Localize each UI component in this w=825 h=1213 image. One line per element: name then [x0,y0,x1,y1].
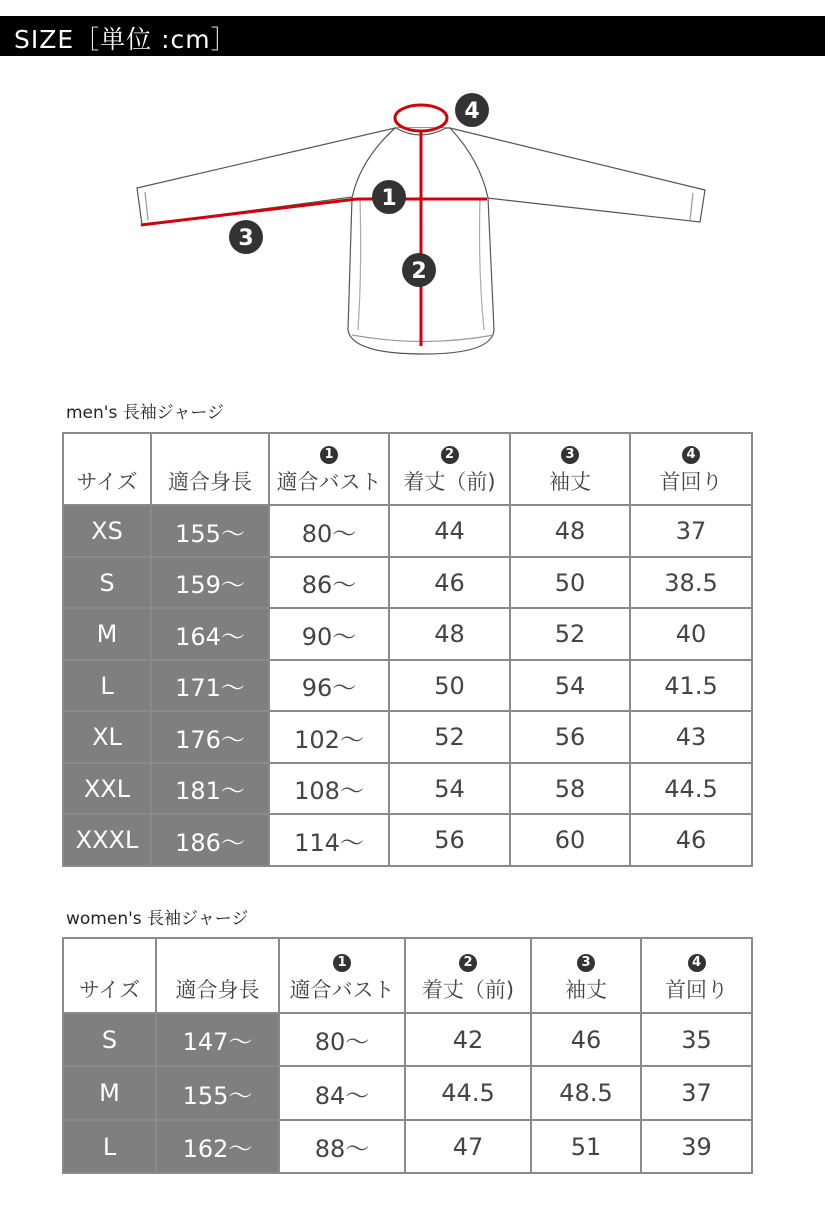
col-size: サイズ [63,938,156,1013]
page-title: SIZE［単位 :cm］ [14,25,237,54]
womens-size-table [62,937,753,1174]
mens-size-table [62,432,753,867]
col-neck: 4 首回り [641,938,752,1013]
badge-4: 4 [688,954,706,972]
col-size: サイズ [63,433,151,505]
svg-text:2: 2 [411,259,427,284]
col-height: 適合身長 [156,938,279,1013]
header-bar [0,16,825,56]
svg-text:1: 1 [381,186,397,211]
col-sleeve: 3 袖丈 [531,938,641,1013]
table-header-row [63,938,752,1013]
col-length: 2 着丈（前) [405,938,531,1013]
col-length: 2 着丈（前) [389,433,510,505]
mens-caption: men's 長袖ジャージ [66,403,225,423]
col-bust: 1 適合バスト [279,938,405,1013]
table-row: XL 176～ 102～ 52 56 43 [63,711,752,763]
badge-3: 3 [561,446,579,464]
marker-4 [455,93,489,127]
col-height: 適合身長 [151,433,269,505]
badge-4: 4 [682,446,700,464]
badge-3: 3 [577,954,595,972]
col-sleeve: 3 袖丈 [510,433,630,505]
badge-1: 1 [320,446,338,464]
marker-2 [402,253,436,287]
table-row: M 155～ 84～ 44.5 48.5 37 [63,1066,752,1120]
table-row: XXXL 186～ 114～ 56 60 46 [63,814,752,866]
table-row: L 162～ 88～ 47 51 39 [63,1120,752,1173]
table-row: S 159～ 86～ 46 50 38.5 [63,557,752,608]
table-row: S 147～ 80～ 42 46 35 [63,1013,752,1066]
col-bust: 1 適合バスト [269,433,389,505]
table-row: M 164～ 90～ 48 52 40 [63,608,752,660]
jersey-diagram [0,80,825,380]
table-row: XS 155～ 80～ 44 48 37 [63,505,752,557]
table-row: L 171～ 96～ 50 54 41.5 [63,660,752,711]
badge-2: 2 [459,954,477,972]
neck-line [395,105,447,131]
table-row: XXL 181～ 108～ 54 58 44.5 [63,763,752,814]
svg-text:3: 3 [238,226,254,251]
col-neck: 4 首回り [630,433,752,505]
table-header-row [63,433,752,505]
badge-2: 2 [441,446,459,464]
marker-3 [229,220,263,254]
svg-text:4: 4 [464,99,480,124]
badge-1: 1 [333,954,351,972]
womens-caption: women's 長袖ジャージ [66,909,249,929]
marker-1 [372,180,406,214]
